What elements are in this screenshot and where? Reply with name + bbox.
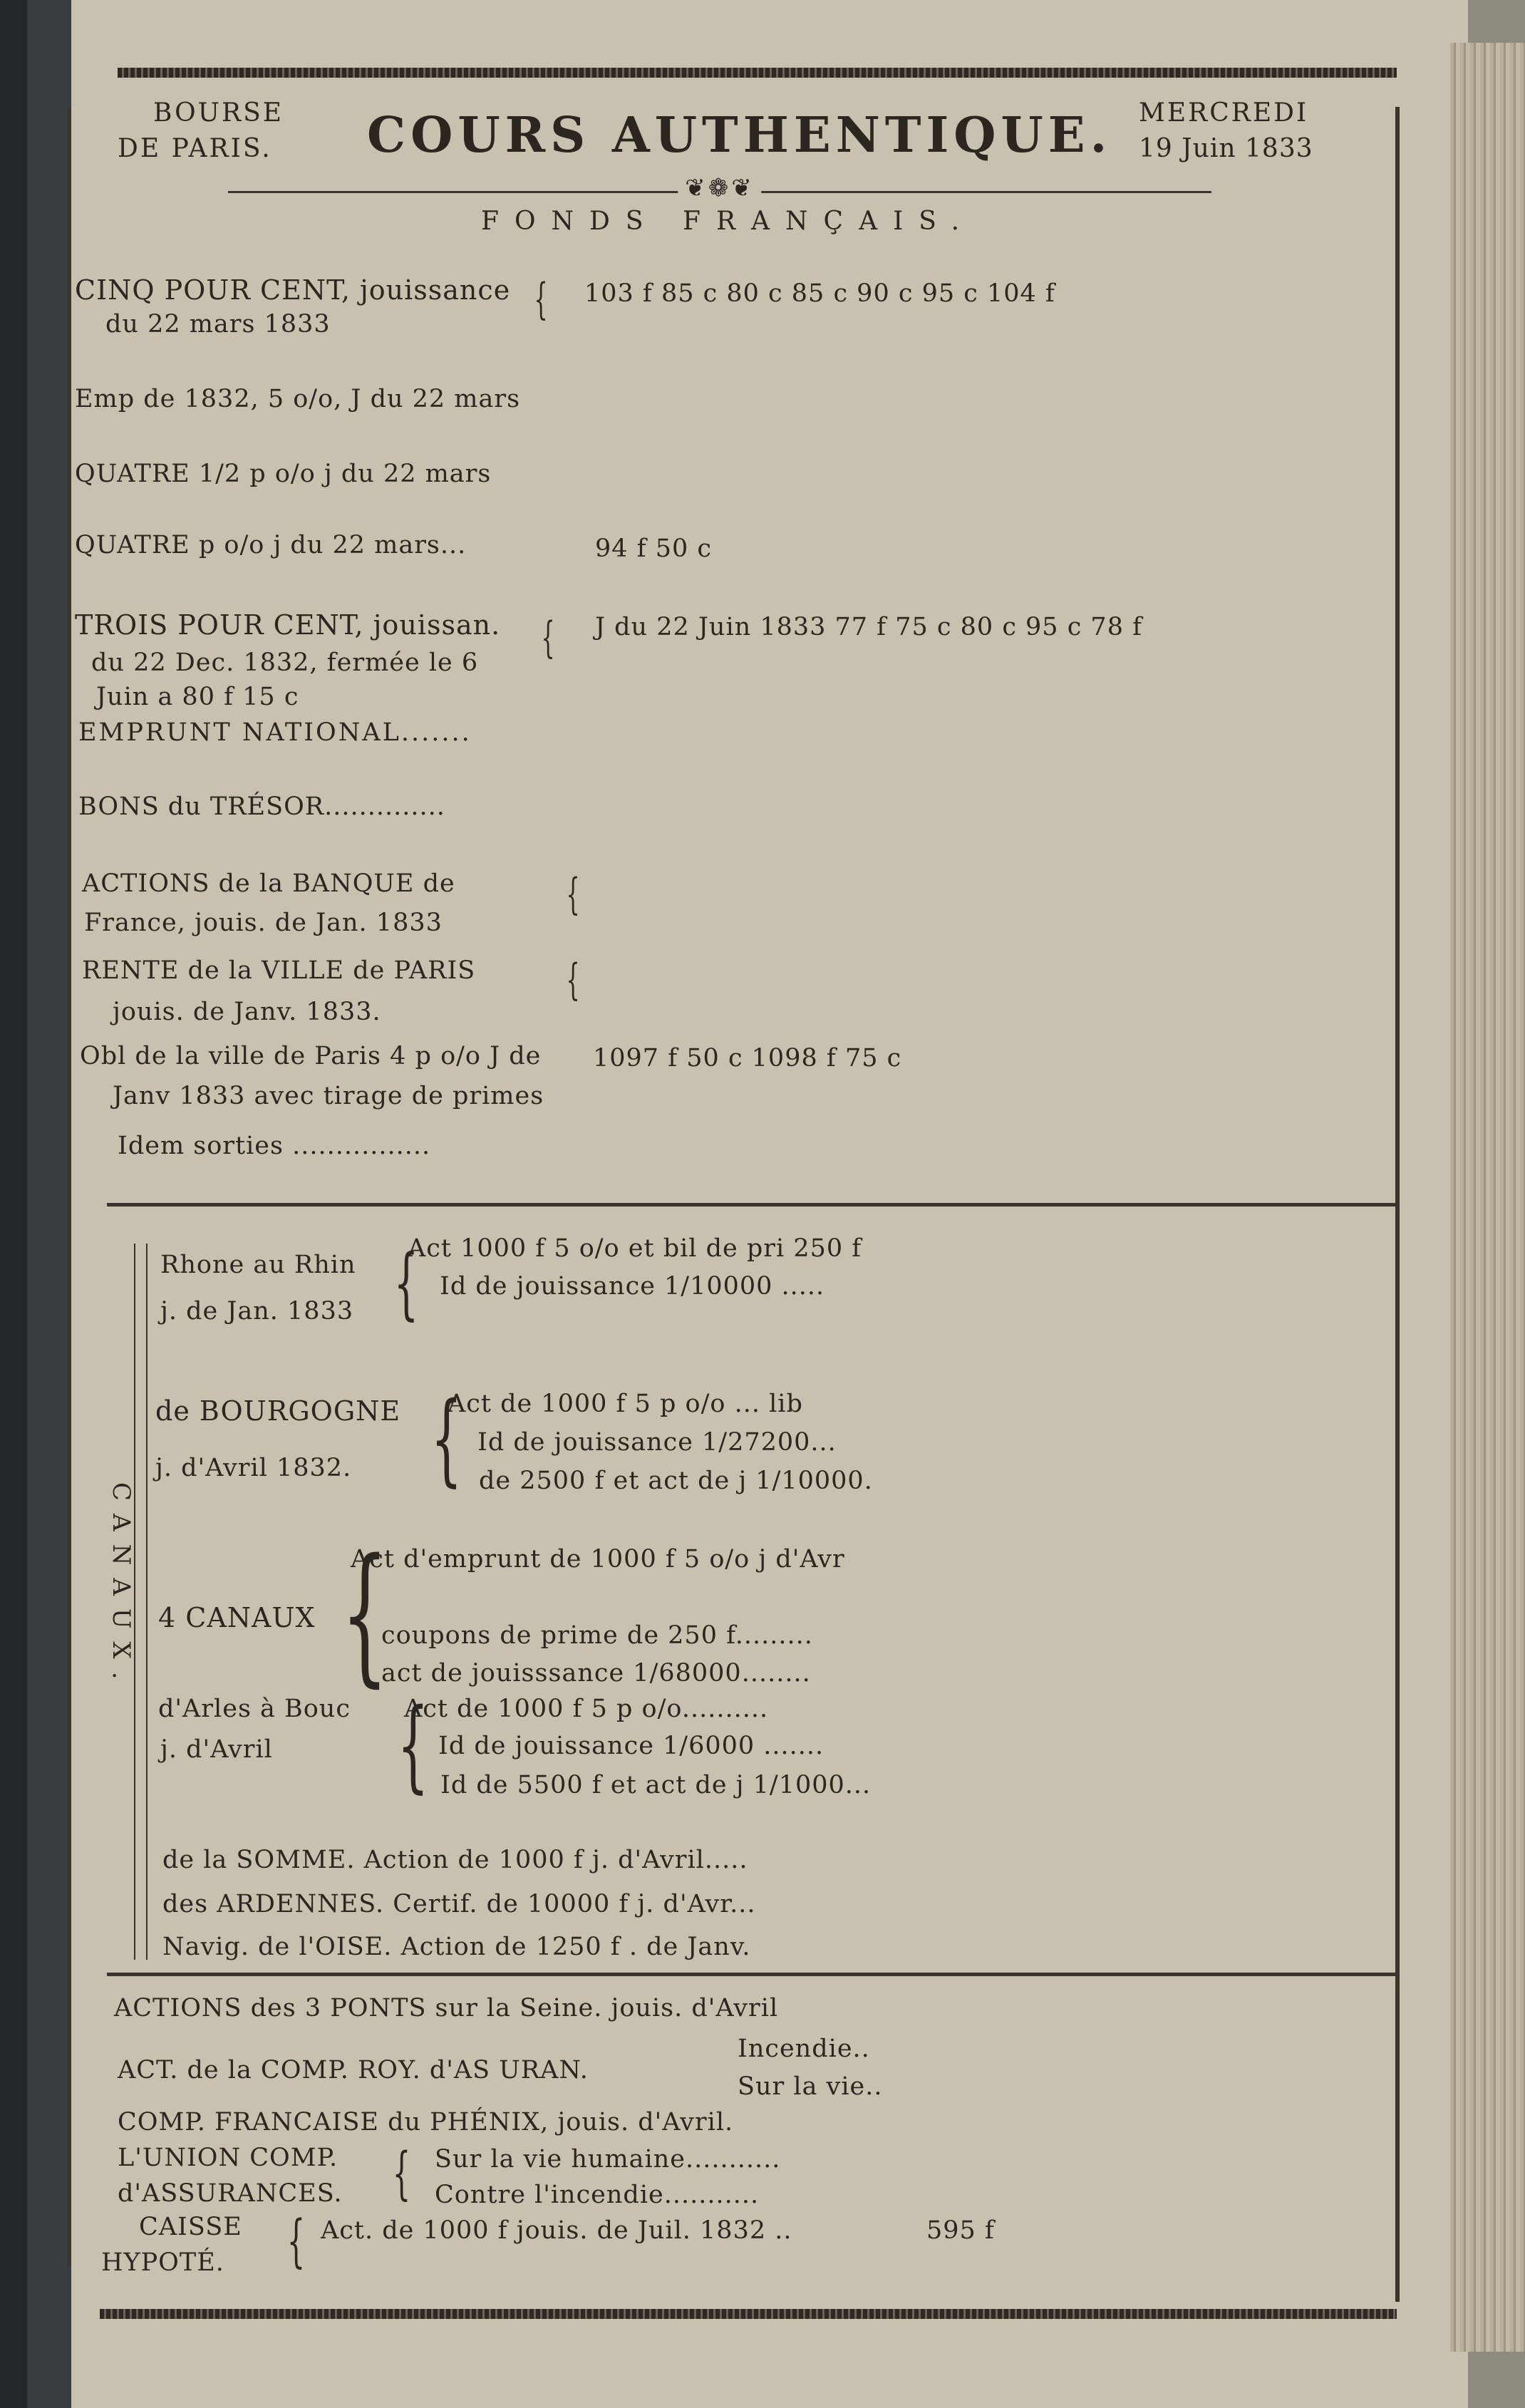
trois-label-2: du 22 Dec. 1832, fermée le 6 (91, 648, 479, 677)
rhone-line-2: Id de jouissance 1/10000 ..... (440, 1272, 825, 1301)
union-name-2: d'ASSURANCES. (118, 2179, 343, 2208)
canaux-side-label: CANAUX. (107, 1482, 135, 1693)
cinq-label-2: du 22 mars 1833 (105, 310, 331, 339)
caisse-price: 595 f (926, 2216, 995, 2245)
rhone-name-2: j. de Jan. 1833 (160, 1297, 354, 1326)
trois-prices: J du 22 Juin 1833 77 f 75 c 80 c 95 c 78 f (595, 613, 1143, 641)
section-divider (107, 1973, 1395, 1976)
bourgogne-line-2: Id de jouissance 1/27200... (477, 1428, 837, 1457)
caisse-name-1: CAISSE (139, 2213, 242, 2241)
bottom-border (100, 2309, 1397, 2319)
title-ornament (228, 174, 1211, 202)
quatre-canaux-line-1: Act d'emprunt de 1000 f 5 o/o j d'Avr (351, 1545, 845, 1574)
scanner-background-edge (0, 0, 27, 2408)
section-divider (107, 1203, 1395, 1206)
rente-label-1: RENTE de la VILLE de PARIS (82, 956, 476, 985)
bourgogne-name-1: de BOURGOGNE (155, 1395, 401, 1427)
quatre-canaux-line-2: coupons de prime de 250 f......... (381, 1621, 813, 1650)
header-date: 19 Juin 1833 (1139, 134, 1313, 163)
brace: { (541, 613, 555, 663)
comp-roy-vie: Sur la vie.. (738, 2072, 883, 2101)
header-left-line1: BOURSE (153, 98, 284, 128)
brace: { (392, 2140, 411, 2206)
obl-label-1: Obl de la ville de Paris 4 p o/o J de (80, 1042, 542, 1070)
rhone-line-1: Act 1000 f 5 o/o et bil de pri 250 f (408, 1234, 862, 1263)
quatre-label: QUATRE p o/o j du 22 mars... (75, 531, 467, 559)
ornament-icon: ❦❁❦ (678, 174, 761, 202)
brace: { (534, 274, 548, 324)
arles-line-1: Act de 1000 f 5 p o/o.......... (404, 1695, 769, 1723)
trois-label-3: Juin a 80 f 15 c (96, 683, 299, 711)
arles-name-1: d'Arles à Bouc (158, 1695, 351, 1723)
brace: { (393, 1237, 419, 1328)
obl-label-2: Janv 1833 avec tirage de primes (113, 1082, 544, 1110)
obl-prices: 1097 f 50 c 1098 f 75 c (593, 1044, 902, 1073)
caisse-line: Act. de 1000 f jouis. de Juil. 1832 .. (321, 2216, 792, 2245)
right-frame-line (1395, 107, 1400, 2302)
cinq-prices: 103 f 85 c 80 c 85 c 90 c 95 c 104 f (584, 279, 1055, 308)
quatre-canaux-line-3: act de jouisssance 1/68000........ (381, 1659, 811, 1688)
cinq-label-1: CINQ POUR CENT, jouissance (75, 274, 511, 306)
idem-label: Idem sorties ................ (118, 1132, 431, 1160)
header-right-line1: MERCREDI (1139, 98, 1309, 128)
page-title: COURS AUTHENTIQUE. (367, 107, 1112, 164)
arles-line-2: Id de jouissance 1/6000 ....... (438, 1732, 824, 1760)
rente-label-2: jouis. de Janv. 1833. (113, 998, 381, 1026)
arles-line-3: Id de 5500 f et act de j 1/1000... (440, 1771, 872, 1799)
ponts-line: ACTIONS des 3 PONTS sur la Seine. jouis. d'Avril (114, 1994, 779, 2022)
comp-roy-incendie: Incendie.. (738, 2035, 870, 2063)
phenix-line: COMP. FRANCAISE du PHÉNIX, jouis. d'Avril. (118, 2108, 734, 2136)
union-name-1: L'UNION COMP. (118, 2144, 338, 2172)
bourgogne-line-3: de 2500 f et act de j 1/10000. (479, 1467, 873, 1495)
quatre-demi-label: QUATRE 1/2 p o/o j du 22 mars (75, 460, 492, 488)
bourgogne-name-2: j. d'Avril 1832. (155, 1454, 352, 1482)
left-frame-line (68, 107, 71, 2266)
canaux-bracket-inner (146, 1244, 148, 1960)
comp-roy-line: ACT. de la COMP. ROY. d'AS URAN. (118, 2056, 589, 2084)
emprunt-label: EMPRUNT NATIONAL....... (78, 718, 472, 747)
union-line-2: Contre l'incendie........... (435, 2181, 760, 2209)
emp-label: Emp de 1832, 5 o/o, J du 22 mars (75, 385, 521, 413)
bons-label: BONS du TRÉSOR.............. (78, 792, 445, 821)
header-left-line2: DE PARIS. (118, 134, 272, 163)
caisse-name-2: HYPOTÉ. (101, 2248, 224, 2277)
arles-name-2: j. d'Avril (160, 1735, 273, 1764)
brace: { (430, 1381, 462, 1497)
brace: { (286, 2208, 306, 2274)
top-border (118, 68, 1397, 78)
banque-label-1: ACTIONS de la BANQUE de (82, 869, 455, 898)
brace: { (341, 1526, 389, 1701)
union-line-1: Sur la vie humaine........... (435, 2145, 781, 2174)
quatre-canaux-name: 4 CANAUX (158, 1602, 316, 1633)
ardennes-line: des ARDENNES. Certif. de 10000 f j. d'Avr... (162, 1890, 756, 1918)
brace: { (566, 955, 580, 1005)
rhone-name-1: Rhone au Rhin (160, 1251, 356, 1279)
brace: { (566, 869, 580, 919)
oise-line: Navig. de l'OISE. Action de 1250 f . de Janv. (162, 1933, 751, 1961)
banque-label-2: France, jouis. de Jan. 1833 (84, 909, 443, 937)
trois-label-1: TROIS POUR CENT, jouissan. (75, 609, 501, 641)
book-page-edges (1450, 43, 1525, 2352)
somme-line: de la SOMME. Action de 1000 f j. d'Avril..... (162, 1846, 748, 1874)
section-title-fonds: FONDS FRANÇAIS. (481, 207, 976, 236)
brace: { (397, 1688, 429, 1804)
quatre-price: 94 f 50 c (595, 534, 713, 563)
bourgogne-line-1: Act de 1000 f 5 p o/o ... lib (448, 1390, 803, 1418)
